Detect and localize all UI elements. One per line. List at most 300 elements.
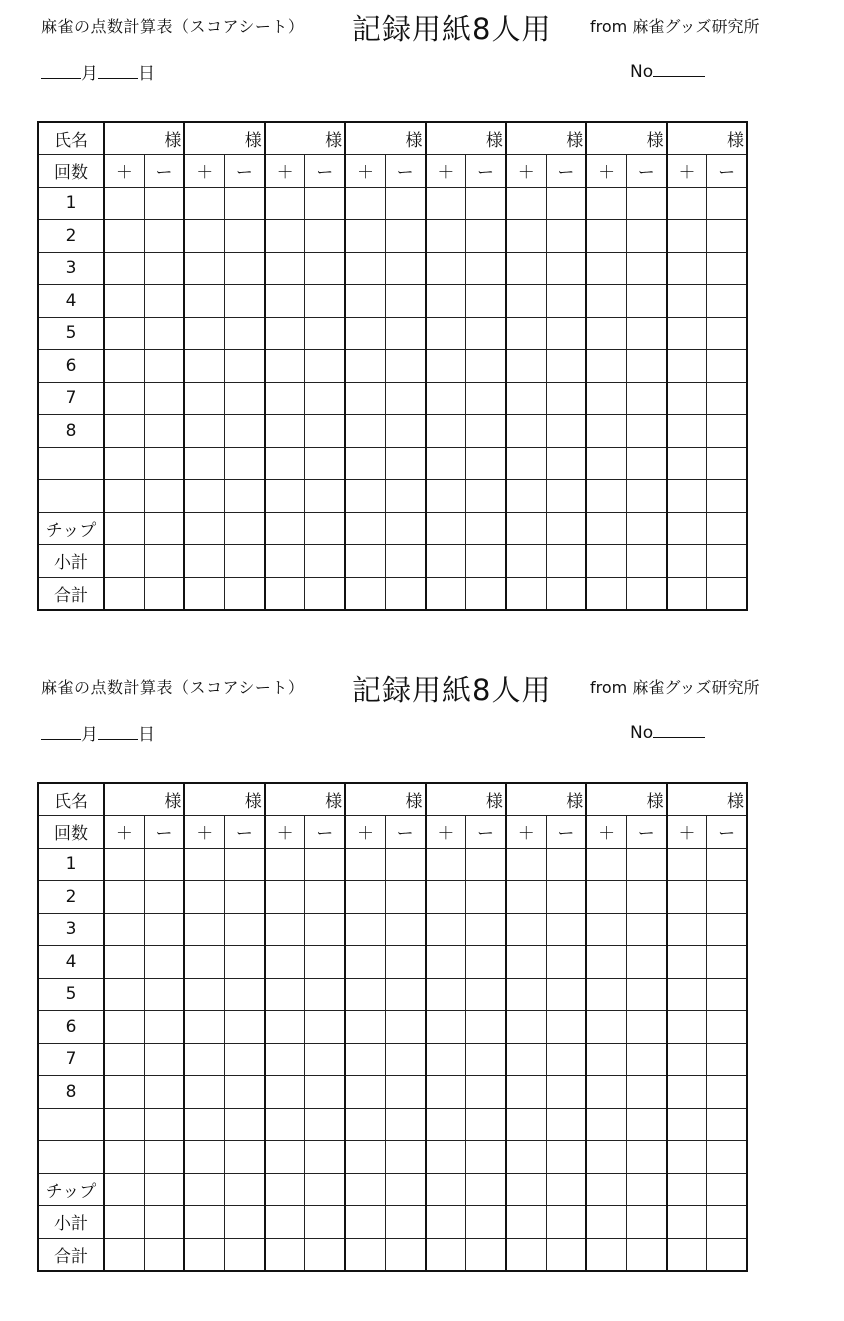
score-cell[interactable] [225, 220, 265, 253]
player-name-cell[interactable] [506, 783, 586, 816]
score-cell[interactable] [707, 913, 747, 946]
score-cell[interactable] [466, 946, 506, 979]
score-cell[interactable] [546, 848, 586, 881]
score-cell[interactable] [104, 1238, 144, 1271]
score-cell[interactable] [184, 252, 224, 285]
score-cell[interactable] [707, 382, 747, 415]
score-cell[interactable] [305, 252, 345, 285]
score-cell[interactable] [506, 317, 546, 350]
score-cell[interactable] [707, 1043, 747, 1076]
score-cell[interactable] [506, 415, 546, 448]
score-cell[interactable] [225, 1206, 265, 1239]
score-cell[interactable] [225, 1076, 265, 1109]
score-cell[interactable] [305, 848, 345, 881]
score-cell[interactable] [305, 350, 345, 383]
score-cell[interactable] [586, 1238, 626, 1271]
score-cell[interactable] [265, 415, 305, 448]
score-cell[interactable] [667, 382, 707, 415]
score-cell[interactable] [305, 545, 345, 578]
score-cell[interactable] [265, 252, 305, 285]
score-cell[interactable] [104, 881, 144, 914]
score-cell[interactable] [546, 512, 586, 545]
score-cell[interactable] [506, 187, 546, 220]
score-cell[interactable] [707, 848, 747, 881]
score-cell[interactable] [144, 480, 184, 513]
score-cell[interactable] [546, 946, 586, 979]
score-cell[interactable] [385, 881, 425, 914]
score-cell[interactable] [426, 415, 466, 448]
score-cell[interactable] [426, 545, 466, 578]
score-cell[interactable] [667, 881, 707, 914]
score-cell[interactable] [546, 1108, 586, 1141]
score-cell[interactable] [626, 350, 666, 383]
score-cell[interactable] [426, 1108, 466, 1141]
score-cell[interactable] [586, 881, 626, 914]
score-cell[interactable] [546, 1206, 586, 1239]
score-cell[interactable] [466, 881, 506, 914]
score-cell[interactable] [506, 1011, 546, 1044]
score-cell[interactable] [506, 220, 546, 253]
score-cell[interactable] [466, 1206, 506, 1239]
score-cell[interactable] [586, 480, 626, 513]
score-cell[interactable] [506, 1173, 546, 1206]
score-cell[interactable] [104, 577, 144, 610]
score-cell[interactable] [225, 577, 265, 610]
score-cell[interactable] [305, 447, 345, 480]
score-cell[interactable] [707, 1108, 747, 1141]
score-cell[interactable] [265, 1108, 305, 1141]
score-cell[interactable] [385, 317, 425, 350]
score-cell[interactable] [546, 350, 586, 383]
score-cell[interactable] [586, 350, 626, 383]
player-name-cell[interactable] [104, 122, 184, 155]
score-cell[interactable] [707, 1141, 747, 1174]
score-cell[interactable] [345, 545, 385, 578]
score-cell[interactable] [586, 946, 626, 979]
score-cell[interactable] [546, 545, 586, 578]
score-cell[interactable] [144, 447, 184, 480]
score-cell[interactable] [626, 187, 666, 220]
score-cell[interactable] [345, 1108, 385, 1141]
score-cell[interactable] [586, 252, 626, 285]
score-cell[interactable] [466, 848, 506, 881]
score-cell[interactable] [586, 447, 626, 480]
score-cell[interactable] [305, 1076, 345, 1109]
score-cell[interactable] [506, 1043, 546, 1076]
score-cell[interactable] [466, 512, 506, 545]
score-cell[interactable] [184, 946, 224, 979]
player-name-cell[interactable] [426, 122, 506, 155]
score-cell[interactable] [546, 187, 586, 220]
score-cell[interactable] [626, 480, 666, 513]
score-cell[interactable] [466, 350, 506, 383]
score-cell[interactable] [184, 285, 224, 318]
score-cell[interactable] [626, 415, 666, 448]
score-cell[interactable] [305, 512, 345, 545]
score-cell[interactable] [104, 220, 144, 253]
score-cell[interactable] [265, 317, 305, 350]
score-cell[interactable] [426, 1076, 466, 1109]
score-cell[interactable] [426, 447, 466, 480]
score-cell[interactable] [466, 1043, 506, 1076]
score-cell[interactable] [466, 187, 506, 220]
no-blank[interactable] [653, 59, 705, 77]
score-cell[interactable] [345, 1141, 385, 1174]
score-cell[interactable] [586, 913, 626, 946]
score-cell[interactable] [144, 350, 184, 383]
score-cell[interactable] [667, 1206, 707, 1239]
score-cell[interactable] [144, 1141, 184, 1174]
score-cell[interactable] [144, 382, 184, 415]
score-cell[interactable] [184, 1141, 224, 1174]
score-cell[interactable] [667, 848, 707, 881]
score-cell[interactable] [184, 881, 224, 914]
score-cell[interactable] [586, 1043, 626, 1076]
score-cell[interactable] [144, 252, 184, 285]
score-cell[interactable] [104, 1108, 144, 1141]
score-cell[interactable] [305, 1206, 345, 1239]
score-cell[interactable] [546, 317, 586, 350]
score-cell[interactable] [626, 1238, 666, 1271]
score-cell[interactable] [144, 415, 184, 448]
score-cell[interactable] [667, 317, 707, 350]
score-cell[interactable] [104, 447, 144, 480]
score-cell[interactable] [466, 1141, 506, 1174]
score-cell[interactable] [426, 1043, 466, 1076]
score-cell[interactable] [667, 946, 707, 979]
score-cell[interactable] [305, 978, 345, 1011]
day-blank[interactable] [98, 61, 138, 79]
score-cell[interactable] [506, 447, 546, 480]
score-cell[interactable] [707, 1076, 747, 1109]
score-cell[interactable] [546, 577, 586, 610]
score-cell[interactable] [184, 1108, 224, 1141]
score-cell[interactable] [305, 1173, 345, 1206]
score-cell[interactable] [265, 187, 305, 220]
score-cell[interactable] [385, 913, 425, 946]
score-cell[interactable] [506, 285, 546, 318]
score-cell[interactable] [104, 1173, 144, 1206]
score-cell[interactable] [144, 1108, 184, 1141]
score-cell[interactable] [265, 220, 305, 253]
score-cell[interactable] [586, 1011, 626, 1044]
score-cell[interactable] [426, 382, 466, 415]
player-name-cell[interactable] [586, 122, 666, 155]
score-cell[interactable] [225, 881, 265, 914]
score-cell[interactable] [144, 220, 184, 253]
score-cell[interactable] [586, 220, 626, 253]
score-cell[interactable] [225, 545, 265, 578]
score-cell[interactable] [225, 350, 265, 383]
score-cell[interactable] [626, 577, 666, 610]
score-cell[interactable] [546, 881, 586, 914]
score-cell[interactable] [104, 187, 144, 220]
score-cell[interactable] [225, 317, 265, 350]
score-cell[interactable] [626, 220, 666, 253]
score-cell[interactable] [426, 881, 466, 914]
score-cell[interactable] [667, 1238, 707, 1271]
score-cell[interactable] [345, 1238, 385, 1271]
score-cell[interactable] [225, 848, 265, 881]
score-cell[interactable] [345, 187, 385, 220]
score-cell[interactable] [626, 1206, 666, 1239]
score-cell[interactable] [426, 252, 466, 285]
score-cell[interactable] [265, 1043, 305, 1076]
score-cell[interactable] [184, 1206, 224, 1239]
score-cell[interactable] [506, 1238, 546, 1271]
score-cell[interactable] [626, 1173, 666, 1206]
score-cell[interactable] [707, 1011, 747, 1044]
score-cell[interactable] [104, 1141, 144, 1174]
score-cell[interactable] [144, 881, 184, 914]
score-cell[interactable] [144, 1076, 184, 1109]
score-cell[interactable] [305, 317, 345, 350]
score-cell[interactable] [345, 252, 385, 285]
score-cell[interactable] [104, 946, 144, 979]
score-cell[interactable] [144, 978, 184, 1011]
score-cell[interactable] [385, 1011, 425, 1044]
score-cell[interactable] [426, 1206, 466, 1239]
score-cell[interactable] [345, 1206, 385, 1239]
score-cell[interactable] [667, 1141, 707, 1174]
score-cell[interactable] [104, 252, 144, 285]
score-cell[interactable] [385, 512, 425, 545]
score-cell[interactable] [265, 1011, 305, 1044]
score-cell[interactable] [667, 350, 707, 383]
score-cell[interactable] [667, 447, 707, 480]
score-cell[interactable] [225, 512, 265, 545]
score-cell[interactable] [626, 978, 666, 1011]
score-cell[interactable] [506, 382, 546, 415]
score-cell[interactable] [667, 285, 707, 318]
score-cell[interactable] [345, 480, 385, 513]
score-cell[interactable] [586, 415, 626, 448]
player-name-cell[interactable] [667, 122, 747, 155]
score-cell[interactable] [104, 1043, 144, 1076]
score-cell[interactable] [345, 1173, 385, 1206]
score-cell[interactable] [385, 447, 425, 480]
score-cell[interactable] [626, 545, 666, 578]
score-cell[interactable] [184, 848, 224, 881]
player-name-cell[interactable] [104, 783, 184, 816]
score-cell[interactable] [265, 1238, 305, 1271]
score-cell[interactable] [144, 1238, 184, 1271]
score-cell[interactable] [626, 1108, 666, 1141]
player-name-cell[interactable] [345, 122, 425, 155]
score-cell[interactable] [184, 1173, 224, 1206]
score-cell[interactable] [586, 1141, 626, 1174]
score-cell[interactable] [104, 978, 144, 1011]
score-cell[interactable] [385, 577, 425, 610]
score-cell[interactable] [305, 220, 345, 253]
score-cell[interactable] [506, 350, 546, 383]
score-cell[interactable] [586, 545, 626, 578]
score-cell[interactable] [305, 1043, 345, 1076]
score-cell[interactable] [667, 252, 707, 285]
score-cell[interactable] [586, 1173, 626, 1206]
score-cell[interactable] [184, 1238, 224, 1271]
no-blank[interactable] [653, 720, 705, 738]
score-cell[interactable] [546, 285, 586, 318]
score-cell[interactable] [385, 1108, 425, 1141]
player-name-cell[interactable] [184, 122, 264, 155]
score-cell[interactable] [626, 252, 666, 285]
score-cell[interactable] [225, 1108, 265, 1141]
score-cell[interactable] [586, 382, 626, 415]
score-cell[interactable] [667, 1108, 707, 1141]
score-cell[interactable] [345, 317, 385, 350]
score-cell[interactable] [586, 512, 626, 545]
score-cell[interactable] [707, 350, 747, 383]
score-cell[interactable] [385, 1076, 425, 1109]
score-cell[interactable] [345, 1011, 385, 1044]
score-cell[interactable] [184, 978, 224, 1011]
score-cell[interactable] [144, 1011, 184, 1044]
score-cell[interactable] [345, 1043, 385, 1076]
score-cell[interactable] [586, 1076, 626, 1109]
score-cell[interactable] [546, 1173, 586, 1206]
score-cell[interactable] [184, 1011, 224, 1044]
score-cell[interactable] [305, 1011, 345, 1044]
score-cell[interactable] [104, 350, 144, 383]
player-name-cell[interactable] [586, 783, 666, 816]
score-cell[interactable] [184, 350, 224, 383]
score-cell[interactable] [265, 913, 305, 946]
month-blank[interactable] [41, 61, 81, 79]
score-cell[interactable] [586, 1206, 626, 1239]
score-cell[interactable] [707, 480, 747, 513]
score-cell[interactable] [184, 1043, 224, 1076]
score-cell[interactable] [707, 978, 747, 1011]
score-cell[interactable] [385, 187, 425, 220]
score-cell[interactable] [104, 1011, 144, 1044]
score-cell[interactable] [265, 512, 305, 545]
score-cell[interactable] [265, 1076, 305, 1109]
score-cell[interactable] [305, 285, 345, 318]
score-cell[interactable] [466, 382, 506, 415]
score-cell[interactable] [546, 1043, 586, 1076]
score-cell[interactable] [667, 1011, 707, 1044]
score-cell[interactable] [385, 382, 425, 415]
score-cell[interactable] [586, 187, 626, 220]
score-cell[interactable] [506, 881, 546, 914]
score-cell[interactable] [626, 512, 666, 545]
score-cell[interactable] [265, 1141, 305, 1174]
score-cell[interactable] [104, 285, 144, 318]
score-cell[interactable] [466, 1238, 506, 1271]
score-cell[interactable] [707, 1238, 747, 1271]
score-cell[interactable] [707, 946, 747, 979]
score-cell[interactable] [626, 946, 666, 979]
score-cell[interactable] [707, 415, 747, 448]
score-cell[interactable] [144, 545, 184, 578]
month-blank[interactable] [41, 722, 81, 740]
score-cell[interactable] [104, 317, 144, 350]
score-cell[interactable] [506, 1206, 546, 1239]
score-cell[interactable] [466, 545, 506, 578]
score-cell[interactable] [506, 1108, 546, 1141]
score-cell[interactable] [225, 1011, 265, 1044]
score-cell[interactable] [144, 285, 184, 318]
score-cell[interactable] [345, 350, 385, 383]
score-cell[interactable] [626, 1141, 666, 1174]
score-cell[interactable] [506, 545, 546, 578]
score-cell[interactable] [506, 978, 546, 1011]
score-cell[interactable] [225, 978, 265, 1011]
score-cell[interactable] [586, 317, 626, 350]
score-cell[interactable] [506, 480, 546, 513]
score-cell[interactable] [586, 285, 626, 318]
score-cell[interactable] [265, 285, 305, 318]
score-cell[interactable] [385, 848, 425, 881]
score-cell[interactable] [707, 545, 747, 578]
score-cell[interactable] [506, 913, 546, 946]
score-cell[interactable] [184, 480, 224, 513]
score-cell[interactable] [626, 1011, 666, 1044]
score-cell[interactable] [466, 220, 506, 253]
score-cell[interactable] [667, 1043, 707, 1076]
score-cell[interactable] [265, 978, 305, 1011]
score-cell[interactable] [626, 881, 666, 914]
score-cell[interactable] [265, 946, 305, 979]
score-cell[interactable] [265, 545, 305, 578]
score-cell[interactable] [426, 577, 466, 610]
score-cell[interactable] [104, 545, 144, 578]
player-name-cell[interactable] [345, 783, 425, 816]
score-cell[interactable] [385, 252, 425, 285]
score-cell[interactable] [426, 512, 466, 545]
score-cell[interactable] [305, 913, 345, 946]
score-cell[interactable] [184, 1076, 224, 1109]
score-cell[interactable] [144, 187, 184, 220]
score-cell[interactable] [385, 946, 425, 979]
score-cell[interactable] [184, 512, 224, 545]
score-cell[interactable] [667, 1076, 707, 1109]
score-cell[interactable] [144, 577, 184, 610]
score-cell[interactable] [466, 913, 506, 946]
score-cell[interactable] [184, 187, 224, 220]
score-cell[interactable] [426, 946, 466, 979]
score-cell[interactable] [225, 946, 265, 979]
score-cell[interactable] [426, 317, 466, 350]
score-cell[interactable] [265, 577, 305, 610]
score-cell[interactable] [546, 1141, 586, 1174]
score-cell[interactable] [184, 317, 224, 350]
score-cell[interactable] [345, 881, 385, 914]
score-cell[interactable] [506, 1076, 546, 1109]
score-cell[interactable] [426, 1141, 466, 1174]
score-cell[interactable] [546, 1238, 586, 1271]
score-cell[interactable] [385, 415, 425, 448]
player-name-cell[interactable] [265, 783, 345, 816]
score-cell[interactable] [265, 1173, 305, 1206]
score-cell[interactable] [586, 1108, 626, 1141]
score-cell[interactable] [184, 447, 224, 480]
score-cell[interactable] [144, 848, 184, 881]
score-cell[interactable] [586, 978, 626, 1011]
score-cell[interactable] [667, 577, 707, 610]
score-cell[interactable] [225, 415, 265, 448]
score-cell[interactable] [225, 480, 265, 513]
score-cell[interactable] [385, 220, 425, 253]
score-cell[interactable] [385, 545, 425, 578]
score-cell[interactable] [225, 913, 265, 946]
score-cell[interactable] [345, 447, 385, 480]
score-cell[interactable] [426, 220, 466, 253]
score-cell[interactable] [144, 946, 184, 979]
score-cell[interactable] [225, 285, 265, 318]
score-cell[interactable] [667, 480, 707, 513]
